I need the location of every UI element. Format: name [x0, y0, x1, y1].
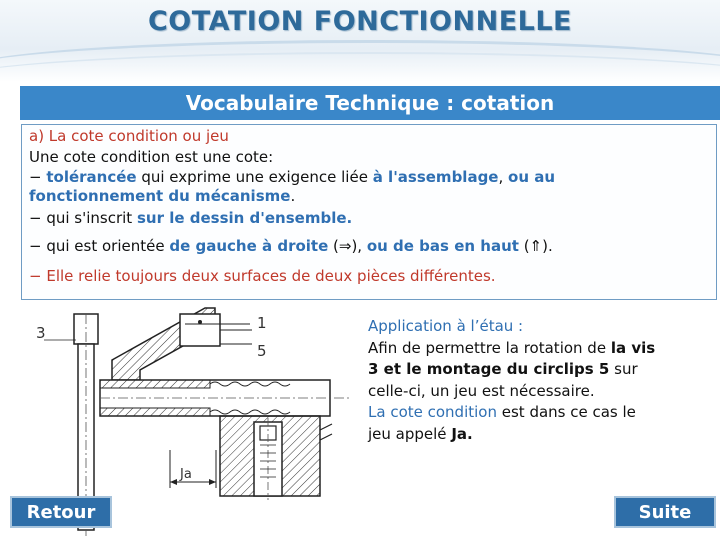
intro-line: Une cote condition est une cote: — [29, 148, 274, 166]
ja-dimension — [170, 450, 216, 488]
lower-block — [220, 416, 332, 500]
label-piece-1: 1 — [257, 314, 267, 332]
application-heading: Application à l’étau : — [368, 317, 524, 335]
horizontal-screw — [100, 380, 350, 416]
retour-button[interactable]: Retour — [10, 496, 112, 528]
bullet-line-continued: fonctionnement du mécanisme. — [29, 187, 296, 205]
suite-button[interactable]: Suite — [614, 496, 716, 528]
page-title: COTATION FONCTIONNELLE — [147, 6, 572, 37]
application-line: La cote condition est dans ce cas le — [368, 403, 636, 421]
label-piece-3: 3 — [36, 324, 46, 342]
bullet-line-emphasis: − Elle relie toujours deux surfaces de deux pièces différentes. — [29, 267, 496, 285]
definition-box — [21, 124, 717, 300]
application-line: Afin de permettre la rotation de la vis — [368, 338, 656, 357]
application-text — [368, 316, 718, 445]
application-line: celle-ci, un jeu est nécessaire. — [368, 381, 595, 400]
bullet-line: − qui est orientée de gauche à droite (⇒), ou de bas en haut (⇑). — [29, 237, 553, 255]
bullet-line: − qui s'inscrit sur le dessin d'ensemble. — [29, 209, 353, 227]
bullet-line: − tolérancée qui exprime une exigence liée à l'assemblage, ou au — [29, 168, 556, 186]
subtitle-bar — [20, 86, 720, 120]
application-line: 3 et le montage du circlips 5 sur — [368, 360, 638, 378]
section-heading: a) La cote condition ou jeu — [29, 127, 229, 145]
subtitle-text: Vocabulaire Technique : cotation — [185, 91, 555, 115]
label-ja: Ja — [180, 467, 192, 482]
label-piece-5: 5 — [257, 342, 267, 360]
application-line: jeu appelé Ja. — [368, 424, 473, 443]
